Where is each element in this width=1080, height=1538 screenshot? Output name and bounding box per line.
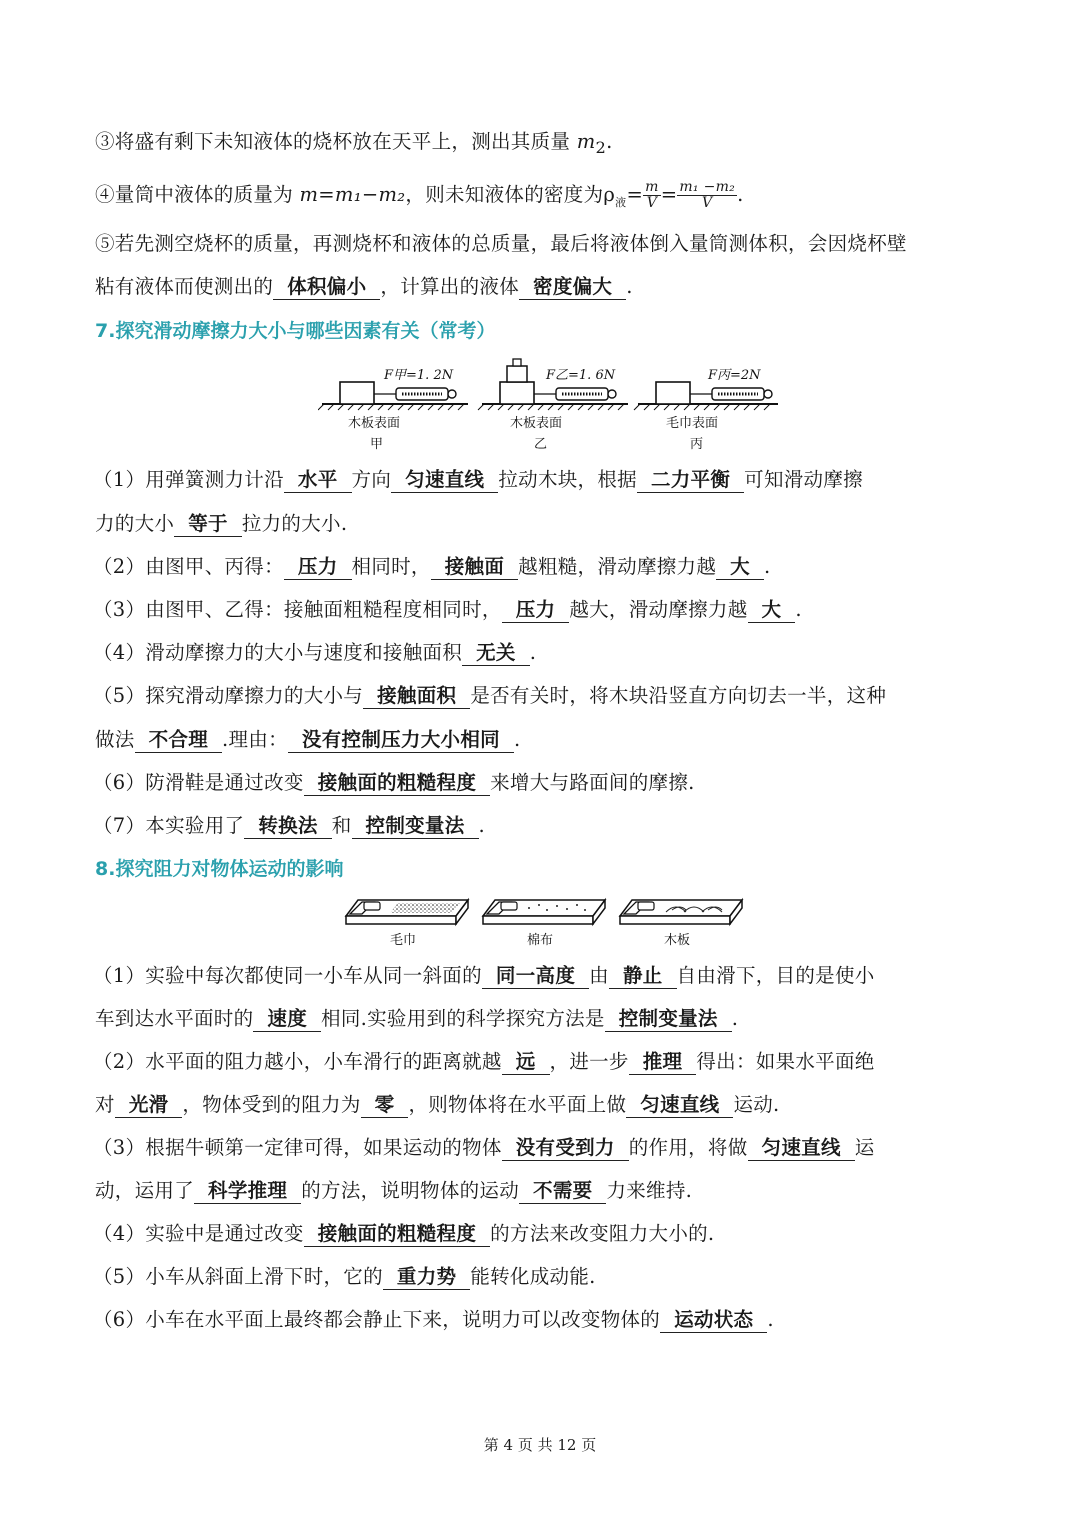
surface-label: 木板 (664, 933, 691, 948)
answer-blank: 控制变量法 (605, 1007, 732, 1032)
answer-blank: 没有控制压力大小相同 (288, 728, 514, 753)
answer-blank: 匀速直线 (748, 1136, 855, 1161)
answer-blank: 没有受到力 (502, 1136, 629, 1161)
s7-q5-line2: 做法 不合理 .理由： 没有控制压力大小相同 . (95, 728, 521, 751)
setup-bing (634, 368, 778, 452)
s8-q1-line1: （1）实验中每次都使同一小车从同一斜面的 同一高度 由 静止 自由滑下，目的是使小 (93, 964, 875, 987)
surface-label: 毛巾 (390, 933, 417, 948)
answer-blank: 无关 (462, 641, 530, 666)
answer-blank: 运动状态 (660, 1308, 767, 1333)
answer-blank: 匀速直线 (391, 468, 498, 493)
answer-blank: 远 (502, 1050, 550, 1075)
section-7-title: 7.探究滑动摩擦力大小与哪些因素有关（常考） (95, 320, 496, 342)
surface-wood (620, 900, 742, 948)
answer-blank: 接触面积 (363, 684, 470, 709)
setup-jia (318, 368, 468, 452)
answer-blank: 零 (361, 1093, 409, 1118)
s7-q5-line1: （5）探究滑动摩擦力的大小与 接触面积 是否有关时，将木块沿竖直方向切去一半，这种 (93, 684, 887, 707)
wood-block (340, 382, 374, 404)
surface-label: 木板表面 (510, 416, 563, 431)
answer-blank: 水平 (284, 468, 352, 493)
page-number: 第 4 页 共 12 页 (483, 1436, 597, 1454)
s7-q6: （6）防滑鞋是通过改变 接触面的粗糙程度 来增大与路面间的摩擦. (93, 771, 695, 794)
resistance-experiment-figure (340, 888, 750, 952)
s8-q4: （4）实验中是通过改变 接触面的粗糙程度 的方法来改变阻力大小的. (93, 1222, 715, 1245)
weight (507, 366, 527, 382)
force-label: F甲=1. 2N (384, 368, 454, 383)
figure-label: 丙 (690, 437, 704, 452)
step-5-line2: 粘有液体而使测出的 体积偏小 ，计算出的液体 密度偏大 . (95, 275, 633, 298)
answer-blank: 匀速直线 (626, 1093, 733, 1118)
s8-q3-line1: （3）根据牛顿第一定律可得，如果运动的物体 没有受到力 的作用，将做 匀速直线 运 (93, 1136, 875, 1159)
answer-blank: 控制变量法 (352, 814, 479, 839)
answer-blank: 速度 (253, 1007, 321, 1032)
step-3: ③将盛有剩下未知液体的烧杯放在天平上，测出其质量 $m_2$. (95, 130, 613, 157)
surface-cotton (483, 900, 605, 948)
answer-blank: 体积偏小 (273, 275, 380, 300)
s7-q7: （7）本实验用了 转换法 和 控制变量法 . (93, 814, 486, 837)
answer-blank: 接触面的粗糙程度 (304, 1222, 490, 1247)
friction-experiment-figure (318, 352, 778, 457)
surface-label: 木板表面 (348, 416, 401, 431)
answer-blank: 推理 (629, 1050, 697, 1075)
answer-blank: 同一高度 (482, 964, 589, 989)
answer-blank: 重力势 (383, 1265, 470, 1290)
answer-blank: 不需要 (519, 1179, 606, 1204)
surface-label: 棉布 (527, 933, 554, 948)
s8-q3-line2: 动，运用了 科学推理 的方法，说明物体的运动 不需要 力来维持. (95, 1179, 693, 1202)
s7-q1-line1: （1）用弹簧测力计沿 水平 方向 匀速直线 拉动木块，根据 二力平衡 可知滑动摩擦 (93, 468, 863, 491)
answer-blank: 二力平衡 (637, 468, 744, 493)
s7-q4: （4）滑动摩擦力的大小与速度和接触面积 无关 . (93, 641, 537, 664)
step-5-line1: ⑤若先测空烧杯的质量，再测烧杯和液体的总质量，最后将液体倒入量筒测体积，会因烧杯壁 (95, 232, 907, 255)
spring-scale (396, 388, 448, 400)
force-label: F丙=2N (708, 368, 761, 383)
figure-label: 乙 (534, 437, 548, 452)
s7-q3: （3）由图甲、乙得：接触面粗糙程度相同时， 压力 越大，滑动摩擦力越 大 . (93, 598, 802, 621)
answer-blank: 压力 (502, 598, 570, 623)
s7-q1-line2: 力的大小 等于 拉力的大小. (95, 512, 348, 535)
answer-blank: 大 (716, 555, 764, 580)
s8-q5: （5）小车从斜面上滑下时，它的 重力势 能转化成动能. (93, 1265, 596, 1288)
density-fraction-1: $\frac{m}{V}$ (645, 179, 659, 211)
step-4: ④量筒中液体的质量为 m=m₁−m₂，则未知液体的密度为$\rho_液=$ $\frac{m}{V}$ = $\frac{\text{m₁ −m₂}}{V}$ . (95, 179, 744, 211)
s8-q2-line1: （2）水平面的阻力越小，小车滑行的距离就越 远 ，进一步 推理 得出：如果水平面绝 (93, 1050, 875, 1073)
answer-blank: 光滑 (115, 1093, 183, 1118)
answer-blank: 静止 (609, 964, 677, 989)
s7-q2: （2）由图甲、丙得： 压力 相同时， 接触面 越粗糙，滑动摩擦力越 大 . (93, 555, 771, 578)
answer-blank: 大 (748, 598, 796, 623)
section-8-title: 8.探究阻力对物体运动的影响 (95, 858, 344, 880)
force-label: F乙=1. 6N (546, 368, 616, 383)
answer-blank: 压力 (284, 555, 352, 580)
s8-q1-line2: 车到达水平面时的 速度 相同.实验用到的科学探究方法是 控制变量法 . (95, 1007, 739, 1030)
surface-towel (346, 900, 468, 948)
answer-blank: 等于 (174, 512, 242, 537)
density-fraction-2: $\frac{\text{m₁ −m₂}}{V}$ (679, 179, 736, 211)
answer-blank: 接触面 (431, 555, 518, 580)
answer-blank: 接触面的粗糙程度 (304, 771, 490, 796)
answer-blank: 密度偏大 (519, 275, 626, 300)
s8-q6: （6）小车在水平面上最终都会静止下来，说明力可以改变物体的 运动状态 . (93, 1308, 774, 1331)
answer-blank: 不合理 (135, 728, 222, 753)
s8-q2-line2: 对 光滑 ，物体受到的阻力为 零 ，则物体将在水平面上做 匀速直线 运动. (95, 1093, 780, 1116)
figure-label: 甲 (370, 437, 384, 452)
answer-blank: 科学推理 (194, 1179, 301, 1204)
surface-label: 毛巾表面 (666, 416, 719, 431)
setup-yi (478, 359, 628, 452)
answer-blank: 转换法 (244, 814, 331, 839)
cart (364, 902, 380, 910)
